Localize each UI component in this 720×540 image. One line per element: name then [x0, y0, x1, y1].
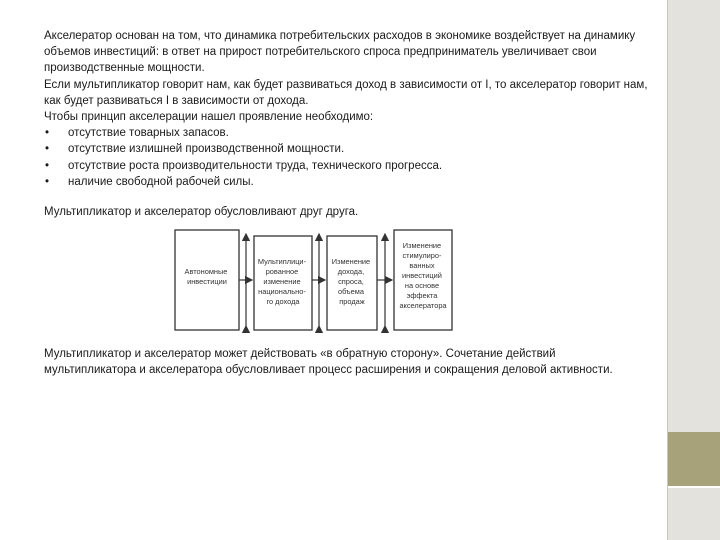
diagram-label-induced-investment: Изменение стимулиро- ванных инвестиций на основе эффекта акселератора [399, 241, 447, 310]
paragraph-conditions-intro: Чтобы принцип акселерации нашел проявление необходимо: [44, 111, 374, 124]
side-divider [668, 486, 720, 488]
paragraph-multiplier-relation: Если мультипликатор говорит нам, как будет развиваться доход в зависимости от I, то акселератор говорит нам, как будет развиваться I в зависимости от дохода. [44, 78, 648, 107]
multiplier-accelerator-diagram [172, 226, 456, 334]
side-accent-block [668, 432, 720, 486]
list-item: • отсутствие роста производительности труда, технического прогресса. [44, 158, 654, 174]
paragraph-mutual-statement: Мультипликатор и акселератор обусловливают друг друга. [44, 206, 359, 219]
list-item: • отсутствие излишней производственной мощности. [44, 141, 654, 157]
conditions-list [44, 125, 654, 190]
conclusion-text [44, 346, 644, 379]
diagram-label-income-demand: Изменение дохода, спроса, объема продаж [331, 257, 371, 306]
list-item: • отсутствие товарных запасов. [44, 125, 654, 141]
diagram-label-multiplied-income: Мультиплици- рованное изменение национально- го дохода [257, 257, 307, 306]
paragraph-conclusion: Мультипликатор и акселератор может действовать «в обратную сторону». Сочетание действий мультипликатора и акселератора обусловливает процесс расширения и сокращения деловой активности. [44, 348, 613, 377]
main-text [44, 28, 654, 220]
diagram-label-autonomous: Автономные инвестиции [184, 267, 228, 286]
list-item: • наличие свободной рабочей силы. [44, 174, 654, 190]
paragraph-accelerator: Акселератор основан на том, что динамика потребительских расходов в экономике воздействует на динамику объемов инвестиций: в ответ на прирост потребительского спроса предприниматель увеличивает свои производственные мощности. [44, 30, 636, 75]
